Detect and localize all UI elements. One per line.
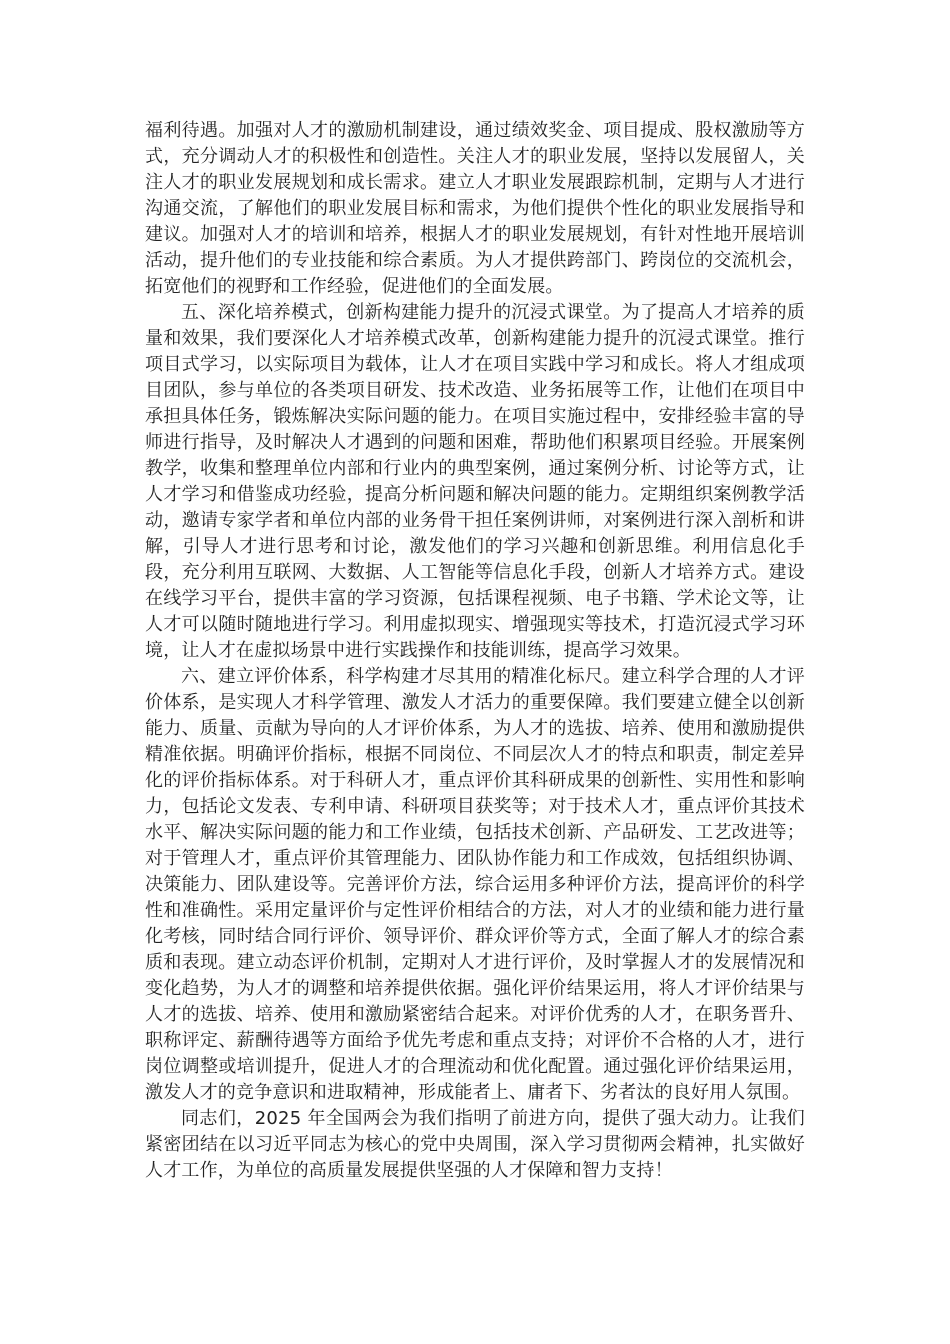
paragraph-welfare-continuation: 福利待遇。加强对人才的激励机制建设，通过绩效奖金、项目提成、股权激励等方式，充分调动人才的积极性和创造性。关注人才的职业发展，坚持以发展留人，关注人才的职业发展规划和成长需求。建立人才职业发展跟踪机制，定期与人才进行沟通交流，了解他们的职业发展目标和需求，为他们提供个性化的职业发展指导和建议。加强对人才的培训和培养，根据人才的职业发展规划，有针对性地开展培训活动，提升他们的专业技能和综合素质。为人才提供跨部门、跨岗位的交流机会，拓宽他们的视野和工作经验，促进他们的全面发展。: [145, 120, 805, 297]
paragraph-section-five: 五、深化培养模式，创新构建能力提升的沉浸式课堂。为了提高人才培养的质量和效果，我们要深化人才培养模式改革，创新构建能力提升的沉浸式课堂。推行项目式学习，以实际项目为载体，让人才在项目实践中学习和成长。将人才组成项目团队，参与单位的各类项目研发、技术改造、业务拓展等工作，让他们在项目中承担具体任务，锻炼解决实际问题的能力。在项目实施过程中，安排经验丰富的导师进行指导，及时解决人才遇到的问题和困难，帮助他们积累项目经验。开展案例教学，收集和整理单位内部和行业内的典型案例，通过案例分析、讨论等方式，让人才学习和借鉴成功经验，提高分析问题和解决问题的能力。定期组织案例教学活动，邀请专家学者和单位内部的业务骨干担任案例讲师，对案例进行深入剖析和讲解，引导人才进行思考和讨论，激发他们的学习兴趣和创新思维。利用信息化手段，充分利用互联网、大数据、人工智能等信息化手段，创新人才培养方式。建设在线学习平台，提供丰富的学习资源，包括课程视频、电子书籍、学术论文等，让人才可以随时随地进行学习。利用虚拟现实、增强现实等技术，打造沉浸式学习环境，让人才在虚拟场景中进行实践操作和技能训练，提高学习效果。: [145, 302, 805, 661]
paragraph-closing: 同志们，2025 年全国两会为我们指明了前进方向，提供了强大动力。让我们紧密团结在以习近平同志为核心的党中央周围，深入学习贯彻两会精神，扎实做好人才工作，为单位的高质量发展提供坚强的人才保障和智力支持！: [145, 1108, 805, 1181]
document-body: [145, 118, 805, 1184]
paragraph-section-six: 六、建立评价体系，科学构建才尽其用的精准化标尺。建立科学合理的人才评价体系，是实现人才科学管理、激发人才活力的重要保障。我们要建立健全以创新能力、质量、贡献为导向的人才评价体系，为人才的选拔、培养、使用和激励提供精准依据。明确评价指标，根据不同岗位、不同层次人才的特点和职责，制定差异化的评价指标体系。对于科研人才，重点评价其科研成果的创新性、实用性和影响力，包括论文发表、专利申请、科研项目获奖等；对于技术人才，重点评价其技术水平、解决实际问题的能力和工作业绩，包括技术创新、产品研发、工艺改进等；对于管理人才，重点评价其管理能力、团队协作能力和工作成效，包括组织协调、决策能力、团队建设等。完善评价方法，综合运用多种评价方法，提高评价的科学性和准确性。采用定量评价与定性评价相结合的方法，对人才的业绩和能力进行量化考核，同时结合同行评价、领导评价、群众评价等方式，全面了解人才的综合素质和表现。建立动态评价机制，定期对人才进行评价，及时掌握人才的发展情况和变化趋势，为人才的调整和培养提供依据。强化评价结果运用，将人才评价结果与人才的选拔、培养、使用和激励紧密结合起来。对评价优秀的人才，在职务晋升、职称评定、薪酬待遇等方面给予优先考虑和重点支持；对评价不合格的人才，进行岗位调整或培训提升，促进人才的合理流动和优化配置。通过强化评价结果运用，激发人才的竞争意识和进取精神，形成能者上、庸者下、劣者汰的良好用人氛围。: [145, 666, 805, 1103]
